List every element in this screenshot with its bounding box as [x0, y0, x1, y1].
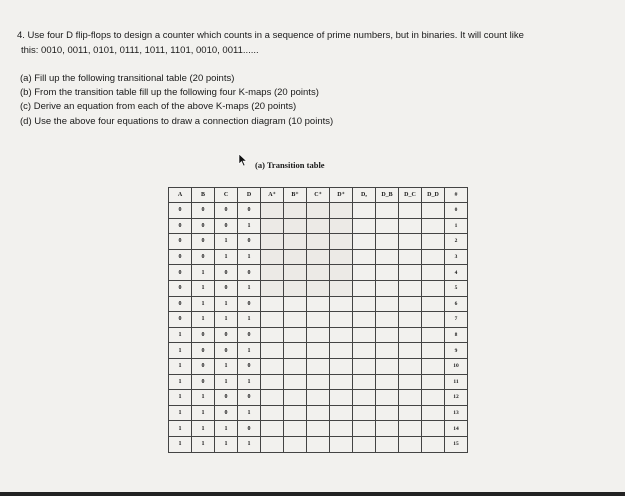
row-number-cell: 11 — [445, 374, 468, 390]
header-cell: C⁺ — [307, 188, 330, 203]
question-text — [17, 28, 612, 58]
table-row — [169, 234, 468, 250]
state-cell: 0 — [215, 343, 238, 359]
state-cell: 0 — [238, 327, 261, 343]
blank-cell — [261, 358, 284, 374]
blank-cell — [261, 327, 284, 343]
blank-cell — [422, 296, 445, 312]
blank-cell — [261, 296, 284, 312]
table-row — [169, 436, 468, 452]
header-cell: C — [215, 188, 238, 203]
blank-cell — [422, 327, 445, 343]
state-cell: 1 — [169, 358, 192, 374]
header-cell: D_D — [422, 188, 445, 203]
blank-cell — [422, 234, 445, 250]
blank-cell — [330, 405, 353, 421]
blank-cell — [422, 390, 445, 406]
blank-cell — [330, 265, 353, 281]
blank-cell — [261, 390, 284, 406]
blank-cell — [399, 280, 422, 296]
state-cell: 0 — [215, 203, 238, 219]
blank-cell — [376, 327, 399, 343]
blank-cell — [422, 203, 445, 219]
state-cell: 0 — [169, 265, 192, 281]
table-row — [169, 218, 468, 234]
blank-cell — [399, 203, 422, 219]
blank-cell — [376, 390, 399, 406]
blank-cell — [307, 312, 330, 328]
state-cell: 1 — [192, 312, 215, 328]
blank-cell — [376, 218, 399, 234]
page-edge — [0, 492, 625, 496]
row-number-cell: 5 — [445, 280, 468, 296]
header-cell: A⁺ — [261, 188, 284, 203]
blank-cell — [376, 249, 399, 265]
blank-cell — [330, 436, 353, 452]
state-cell: 0 — [169, 280, 192, 296]
blank-cell — [284, 280, 307, 296]
state-cell: 0 — [215, 218, 238, 234]
state-cell: 0 — [215, 405, 238, 421]
state-cell: 1 — [215, 296, 238, 312]
blank-cell — [261, 405, 284, 421]
blank-cell — [284, 296, 307, 312]
blank-cell — [353, 218, 376, 234]
state-cell: 1 — [169, 327, 192, 343]
header-cell: B⁺ — [284, 188, 307, 203]
blank-cell — [261, 280, 284, 296]
table-row — [169, 265, 468, 281]
blank-cell — [376, 405, 399, 421]
state-cell: 1 — [192, 280, 215, 296]
table-row — [169, 405, 468, 421]
blank-cell — [284, 312, 307, 328]
state-cell: 0 — [215, 327, 238, 343]
blank-cell — [307, 218, 330, 234]
blank-cell — [284, 218, 307, 234]
state-cell: 0 — [192, 249, 215, 265]
row-number-cell: 13 — [445, 405, 468, 421]
blank-cell — [399, 218, 422, 234]
table-row — [169, 203, 468, 219]
mouse-pointer-icon — [238, 153, 248, 167]
state-cell: 0 — [238, 265, 261, 281]
header-cell: D⁺ — [330, 188, 353, 203]
blank-cell — [261, 249, 284, 265]
blank-cell — [307, 374, 330, 390]
blank-cell — [376, 421, 399, 437]
state-cell: 0 — [238, 234, 261, 250]
row-number-cell: 1 — [445, 218, 468, 234]
header-cell: B — [192, 188, 215, 203]
blank-cell — [261, 436, 284, 452]
blank-cell — [353, 327, 376, 343]
table-row — [169, 343, 468, 359]
blank-cell — [330, 280, 353, 296]
blank-cell — [399, 421, 422, 437]
state-cell: 0 — [169, 296, 192, 312]
blank-cell — [330, 390, 353, 406]
blank-cell — [284, 265, 307, 281]
blank-cell — [376, 265, 399, 281]
blank-cell — [307, 358, 330, 374]
state-cell: 0 — [238, 390, 261, 406]
blank-cell — [307, 203, 330, 219]
blank-cell — [353, 312, 376, 328]
blank-cell — [376, 203, 399, 219]
blank-cell — [307, 234, 330, 250]
blank-cell — [330, 234, 353, 250]
table-row — [169, 327, 468, 343]
state-cell: 1 — [192, 436, 215, 452]
state-cell: 0 — [192, 218, 215, 234]
state-cell: 1 — [215, 249, 238, 265]
state-cell: 0 — [192, 234, 215, 250]
blank-cell — [353, 421, 376, 437]
blank-cell — [353, 234, 376, 250]
state-cell: 1 — [238, 374, 261, 390]
blank-cell — [307, 405, 330, 421]
state-cell: 0 — [169, 249, 192, 265]
state-cell: 1 — [169, 374, 192, 390]
blank-cell — [353, 265, 376, 281]
blank-cell — [330, 203, 353, 219]
blank-cell — [376, 343, 399, 359]
blank-cell — [399, 405, 422, 421]
blank-cell — [422, 218, 445, 234]
blank-cell — [284, 358, 307, 374]
blank-cell — [284, 436, 307, 452]
blank-cell — [353, 203, 376, 219]
state-cell: 1 — [215, 358, 238, 374]
header-cell: D — [238, 188, 261, 203]
state-cell: 1 — [215, 374, 238, 390]
row-number-cell: 3 — [445, 249, 468, 265]
blank-cell — [399, 265, 422, 281]
row-number-cell: 9 — [445, 343, 468, 359]
row-number-cell: 6 — [445, 296, 468, 312]
state-cell: 1 — [238, 436, 261, 452]
state-cell: 1 — [238, 218, 261, 234]
row-number-cell: 12 — [445, 390, 468, 406]
blank-cell — [330, 218, 353, 234]
blank-cell — [284, 203, 307, 219]
blank-cell — [399, 327, 422, 343]
state-cell: 1 — [192, 265, 215, 281]
row-number-cell: 0 — [445, 203, 468, 219]
blank-cell — [376, 280, 399, 296]
blank-cell — [422, 312, 445, 328]
blank-cell — [399, 358, 422, 374]
blank-cell — [261, 265, 284, 281]
state-cell: 0 — [169, 218, 192, 234]
state-cell: 0 — [192, 203, 215, 219]
blank-cell — [422, 436, 445, 452]
row-number-cell: 2 — [445, 234, 468, 250]
transition-table — [168, 187, 468, 453]
blank-cell — [399, 436, 422, 452]
blank-cell — [307, 265, 330, 281]
blank-cell — [422, 265, 445, 281]
blank-cell — [399, 296, 422, 312]
blank-cell — [330, 249, 353, 265]
state-cell: 1 — [192, 421, 215, 437]
blank-cell — [376, 358, 399, 374]
header-cell: Dₐ — [353, 188, 376, 203]
blank-cell — [353, 249, 376, 265]
blank-cell — [284, 405, 307, 421]
state-cell: 0 — [169, 203, 192, 219]
table-row — [169, 296, 468, 312]
table-header-row — [169, 188, 468, 203]
blank-cell — [353, 280, 376, 296]
state-cell: 1 — [238, 249, 261, 265]
blank-cell — [284, 390, 307, 406]
blank-cell — [422, 421, 445, 437]
table-body — [169, 203, 468, 453]
blank-cell — [330, 296, 353, 312]
blank-cell — [399, 390, 422, 406]
state-cell: 0 — [192, 358, 215, 374]
blank-cell — [307, 421, 330, 437]
table-title: (a) Transition table — [255, 160, 325, 170]
state-cell: 0 — [192, 374, 215, 390]
state-cell: 0 — [169, 312, 192, 328]
state-cell: 0 — [238, 421, 261, 437]
blank-cell — [353, 436, 376, 452]
state-cell: 1 — [192, 296, 215, 312]
blank-cell — [261, 203, 284, 219]
state-cell: 0 — [215, 390, 238, 406]
state-cell: 0 — [192, 343, 215, 359]
blank-cell — [307, 327, 330, 343]
row-number-cell: 15 — [445, 436, 468, 452]
state-cell: 1 — [192, 405, 215, 421]
blank-cell — [284, 234, 307, 250]
blank-cell — [353, 390, 376, 406]
header-cell: D_B — [376, 188, 399, 203]
row-number-cell: 7 — [445, 312, 468, 328]
table-row — [169, 312, 468, 328]
blank-cell — [284, 343, 307, 359]
blank-cell — [422, 249, 445, 265]
table-row — [169, 390, 468, 406]
blank-cell — [261, 234, 284, 250]
blank-cell — [399, 343, 422, 359]
table-row — [169, 280, 468, 296]
blank-cell — [353, 405, 376, 421]
blank-cell — [330, 374, 353, 390]
header-cell: # — [445, 188, 468, 203]
blank-cell — [261, 312, 284, 328]
state-cell: 1 — [215, 234, 238, 250]
blank-cell — [376, 374, 399, 390]
state-cell: 1 — [215, 312, 238, 328]
state-cell: 0 — [215, 265, 238, 281]
blank-cell — [330, 421, 353, 437]
blank-cell — [422, 280, 445, 296]
state-cell: 1 — [169, 421, 192, 437]
state-cell: 0 — [192, 327, 215, 343]
state-cell: 1 — [215, 436, 238, 452]
row-number-cell: 14 — [445, 421, 468, 437]
row-number-cell: 4 — [445, 265, 468, 281]
blank-cell — [399, 249, 422, 265]
blank-cell — [399, 374, 422, 390]
blank-cell — [376, 436, 399, 452]
header-cell: A — [169, 188, 192, 203]
part-b: (b) From the transition table fill up the following four K-maps (20 points) — [20, 87, 319, 99]
state-cell: 0 — [169, 234, 192, 250]
blank-cell — [261, 421, 284, 437]
state-cell: 0 — [238, 203, 261, 219]
blank-cell — [307, 436, 330, 452]
blank-cell — [422, 374, 445, 390]
state-cell: 0 — [238, 358, 261, 374]
blank-cell — [422, 343, 445, 359]
header-cell: D_C — [399, 188, 422, 203]
blank-cell — [261, 218, 284, 234]
blank-cell — [376, 312, 399, 328]
blank-cell — [284, 374, 307, 390]
part-c: (c) Derive an equation from each of the above K-maps (20 points) — [20, 101, 297, 113]
part-a: (a) Fill up the following transitional table (20 points) — [20, 73, 235, 84]
blank-cell — [307, 280, 330, 296]
table-row — [169, 358, 468, 374]
state-cell: 1 — [215, 421, 238, 437]
blank-cell — [330, 312, 353, 328]
blank-cell — [330, 343, 353, 359]
blank-cell — [330, 327, 353, 343]
blank-cell — [261, 343, 284, 359]
blank-cell — [422, 358, 445, 374]
state-cell: 1 — [238, 405, 261, 421]
blank-cell — [330, 358, 353, 374]
state-cell: 1 — [169, 343, 192, 359]
blank-cell — [307, 249, 330, 265]
blank-cell — [261, 374, 284, 390]
state-cell: 0 — [238, 296, 261, 312]
question-line-1: 4. Use four D flip-flops to design a counter which counts in a sequence of prime numbers, but in binaries. It will count like — [17, 30, 524, 41]
state-cell: 0 — [215, 280, 238, 296]
table-row — [169, 421, 468, 437]
part-d: (d) Use the above four equations to draw a connection diagram (10 points) — [20, 115, 334, 127]
state-cell: 1 — [169, 390, 192, 406]
state-cell: 1 — [238, 280, 261, 296]
state-cell: 1 — [238, 343, 261, 359]
blank-cell — [284, 421, 307, 437]
blank-cell — [422, 405, 445, 421]
blank-cell — [284, 327, 307, 343]
blank-cell — [353, 374, 376, 390]
question-line-2: this: 0010, 0011, 0101, 0111, 1011, 1101, 0010, 0011...... — [21, 45, 259, 56]
table-row — [169, 249, 468, 265]
state-cell: 1 — [192, 390, 215, 406]
table-row — [169, 374, 468, 390]
state-cell: 1 — [169, 436, 192, 452]
question-parts — [20, 72, 333, 129]
blank-cell — [307, 296, 330, 312]
state-cell: 1 — [238, 312, 261, 328]
state-cell: 1 — [169, 405, 192, 421]
row-number-cell: 8 — [445, 327, 468, 343]
row-number-cell: 10 — [445, 358, 468, 374]
blank-cell — [376, 296, 399, 312]
blank-cell — [307, 390, 330, 406]
blank-cell — [399, 312, 422, 328]
blank-cell — [376, 234, 399, 250]
blank-cell — [307, 343, 330, 359]
blank-cell — [353, 343, 376, 359]
blank-cell — [353, 358, 376, 374]
blank-cell — [353, 296, 376, 312]
blank-cell — [399, 234, 422, 250]
blank-cell — [284, 249, 307, 265]
